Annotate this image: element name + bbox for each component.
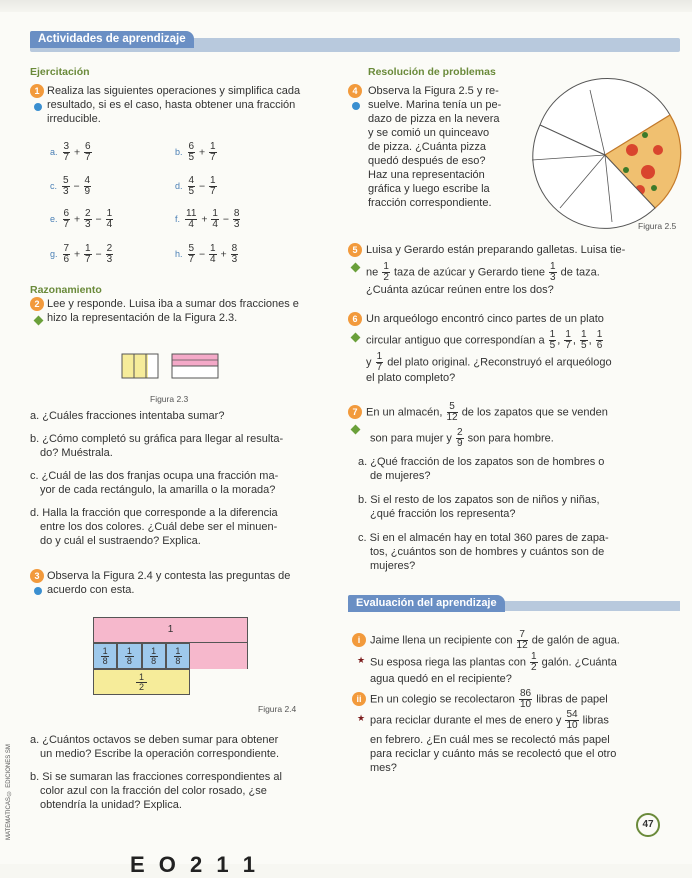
p1-line1: Realiza las siguientes operaciones y simplifica cada	[47, 85, 301, 97]
p1-line2: resultado, si es el caso, hasta obtener una fracción	[47, 99, 296, 111]
p3-b2: color azul con la fracción del color rosado, ¿se	[40, 785, 267, 797]
figure-2-3	[120, 352, 220, 380]
fig-eighths-row	[93, 643, 190, 669]
section-razonamiento: Razonamiento	[30, 284, 102, 296]
e1-line1: Jaime llena un recipiente con $\frac{7}{12}$ de galón de agua.	[370, 629, 620, 651]
p4-line8: gráfica y luego escribe la	[368, 183, 490, 195]
p3-b3: obtendría la unidad? Explica.	[40, 799, 182, 811]
p2-c1: c. ¿Cuál de las dos franjas ocupa una fracción ma-	[30, 470, 279, 482]
star-icon: ★	[357, 655, 366, 665]
p7-a2: de mujeres?	[370, 470, 431, 482]
section-resolucion: Resolución de problemas	[368, 66, 496, 78]
p7-line1: En un almacén, $\frac{5}{12}$ de los zapatos que se venden	[366, 401, 608, 423]
p4-line5: de pizza. ¿Cuánta pizza	[368, 141, 487, 153]
p3-a1: a. ¿Cuántos octavos se deben sumar para obtener	[30, 734, 279, 746]
eval-1-number: i	[352, 633, 366, 647]
op-h: h. $\frac{5}{7}$ − $\frac{1}{4}$ + $\frac{8}{3}$	[175, 243, 238, 265]
p3-b1: b. Si se sumaran las fracciones correspondientes al	[30, 771, 282, 783]
p2-d2: entre los dos colores. ¿Cuál debe ser el minuen-	[40, 521, 278, 533]
p2-line1: Lee y responde. Luisa iba a sumar dos fracciones e	[47, 298, 299, 310]
p4-line4: y se comió un quinceavo	[368, 127, 490, 139]
activities-tab: Actividades de aprendizaje	[30, 31, 194, 48]
e2-line4: para reciclar y cuánto más se recolectó que el otro	[370, 748, 617, 760]
eighth-cell: 1 8	[117, 643, 141, 669]
blue-dot-icon	[352, 102, 360, 110]
bottom-cut-text: E O 2 1 1	[130, 852, 259, 877]
p6-line3: y $\frac{1}{7}$ del plato original. ¿Reconstruyó el arqueólogo	[366, 351, 612, 373]
p2-c2: yor de cada rectángulo, la amarilla o la morada?	[40, 484, 276, 496]
p3-line2: acuerdo con esta.	[47, 584, 135, 596]
eval-2-number: ii	[352, 692, 366, 706]
eighth-cell: 1 8	[142, 643, 166, 669]
op-f: f. $\frac{11}{4}$ + $\frac{1}{4}$ − $\frac{8}{3}$	[175, 208, 240, 230]
green-diamond-icon	[351, 425, 361, 435]
p5-line3: ¿Cuánta azúcar reúnen entre los dos?	[366, 284, 554, 296]
green-diamond-icon	[351, 263, 361, 273]
eighth-cell: 1 8	[166, 643, 190, 669]
p4-line3: dazo de pizza en la nevera	[368, 113, 500, 125]
fig-unit-bar: 1	[93, 617, 248, 643]
e2-line3: en febrero. ¿En cuál mes se recolectó más papel	[370, 734, 610, 746]
problem-3-number: 3	[30, 569, 44, 583]
figure-2-4-caption: Figura 2.4	[258, 704, 297, 714]
page-number: 47	[636, 813, 660, 837]
op-c: c. $\frac{5}{3}$ − $\frac{4}{9}$	[50, 175, 91, 197]
p7-b1: b. Si el resto de los zapatos son de niños y niñas,	[358, 494, 600, 506]
op-a: a. $\frac{3}{7}$ + $\frac{6}{7}$	[50, 141, 91, 163]
figure-2-5-pizza	[530, 90, 680, 220]
fig-half-bar: 1 2	[93, 669, 190, 695]
p3-line1: Observa la Figura 2.4 y contesta las preguntas de	[47, 570, 291, 582]
problem-7-number: 7	[348, 405, 362, 419]
p4-line2: suelve. Marina tenía un pe-	[368, 99, 502, 111]
op-b: b. $\frac{6}{5}$ + $\frac{1}{7}$	[175, 141, 216, 163]
star-icon: ★	[357, 713, 366, 723]
p6-line4: el plato completo?	[366, 372, 456, 384]
figure-2-5-caption: Figura 2.5	[638, 221, 677, 231]
p7-a1: a. ¿Qué fracción de los zapatos son de hombres o	[358, 456, 605, 468]
blue-dot-icon	[34, 587, 42, 595]
e2-line5: mes?	[370, 762, 397, 774]
op-e: e. $\frac{6}{7}$ + $\frac{2}{3}$ − $\frac{1}{4}$	[50, 208, 113, 230]
p7-line2: son para mujer y $\frac{2}{9}$ son para hombre.	[370, 427, 554, 449]
eighth-cell: 1 8	[93, 643, 117, 669]
p4-line9: fracción correspondiente.	[368, 197, 492, 209]
p2-d3: do y cuál el sustraendo? Explica.	[40, 535, 201, 547]
e1-line2: Su esposa riega las plantas con $\frac{1}{2}$ galón. ¿Cuánta	[370, 651, 617, 673]
p7-c1: c. Si en el almacén hay en total 360 pares de zapa-	[358, 532, 609, 544]
e2-line2: para reciclar durante el mes de enero y $\frac{54}{10}$ libras	[370, 709, 609, 731]
p2-a: a. ¿Cuáles fracciones intentaba sumar?	[30, 410, 225, 422]
p4-line1: Observa la Figura 2.5 y re-	[368, 85, 499, 97]
p7-c3: mujeres?	[370, 560, 416, 572]
figure-2-4	[93, 617, 248, 707]
side-credit: MATEMÁTICAS © EDICIONES SM	[6, 744, 12, 840]
p1-line3: irreducible.	[47, 113, 101, 125]
problem-5-number: 5	[348, 243, 362, 257]
problem-4-number: 4	[348, 84, 362, 98]
evaluation-tab: Evaluación del aprendizaje	[348, 595, 505, 612]
e1-line3: agua quedó en el recipiente?	[370, 673, 512, 685]
fig-pink-fill	[190, 643, 248, 669]
p4-line6: quedó después de eso?	[368, 155, 486, 167]
p7-b2: ¿qué fracción los representa?	[370, 508, 516, 520]
p5-line1: Luisa y Gerardo están preparando galletas. Luisa tie-	[366, 244, 626, 256]
blue-dot-icon	[34, 103, 42, 111]
problem-1-number: 1	[30, 84, 44, 98]
op-g: g. $\frac{7}{6}$ + $\frac{1}{7}$ − $\frac{2}{3}$	[50, 243, 113, 265]
p6-line2: circular antiguo que correspondían a $\frac{1}{5}$ , $\frac{1}{7}$ , $\frac{1}{5}$ , $\frac{1}{6}$	[366, 329, 603, 351]
p4-line7: Haz una representación	[368, 169, 485, 181]
p2-d1: d. Halla la fracción que corresponde a la diferencia	[30, 507, 278, 519]
top-strip	[0, 0, 692, 12]
problem-6-number: 6	[348, 312, 362, 326]
section-ejercitacion: Ejercitación	[30, 66, 90, 78]
e2-line1: En un colegio se recolectaron $\frac{86}{10}$ libras de papel	[370, 688, 608, 710]
op-d: d. $\frac{4}{5}$ − $\frac{1}{7}$	[175, 175, 216, 197]
p6-line1: Un arqueólogo encontró cinco partes de un plato	[366, 313, 604, 325]
figure-2-3-caption: Figura 2.3	[150, 394, 189, 404]
p3-a2: un medio? Escribe la operación correspondiente.	[40, 748, 280, 760]
green-diamond-icon	[351, 333, 361, 343]
p5-line2: ne $\frac{1}{2}$ taza de azúcar y Gerardo tiene $\frac{1}{3}$ de taza.	[366, 261, 600, 283]
problem-2-number: 2	[30, 297, 44, 311]
p2-b2: do? Muéstrala.	[40, 447, 113, 459]
green-diamond-icon	[34, 316, 44, 326]
p2-b1: b. ¿Cómo completó su gráfica para llegar al resulta-	[30, 433, 284, 445]
p7-c2: tos, ¿cuántos son de hombres y cuántos son de	[370, 546, 605, 558]
p2-line2: hizo la representación de la Figura 2.3.	[47, 312, 238, 324]
